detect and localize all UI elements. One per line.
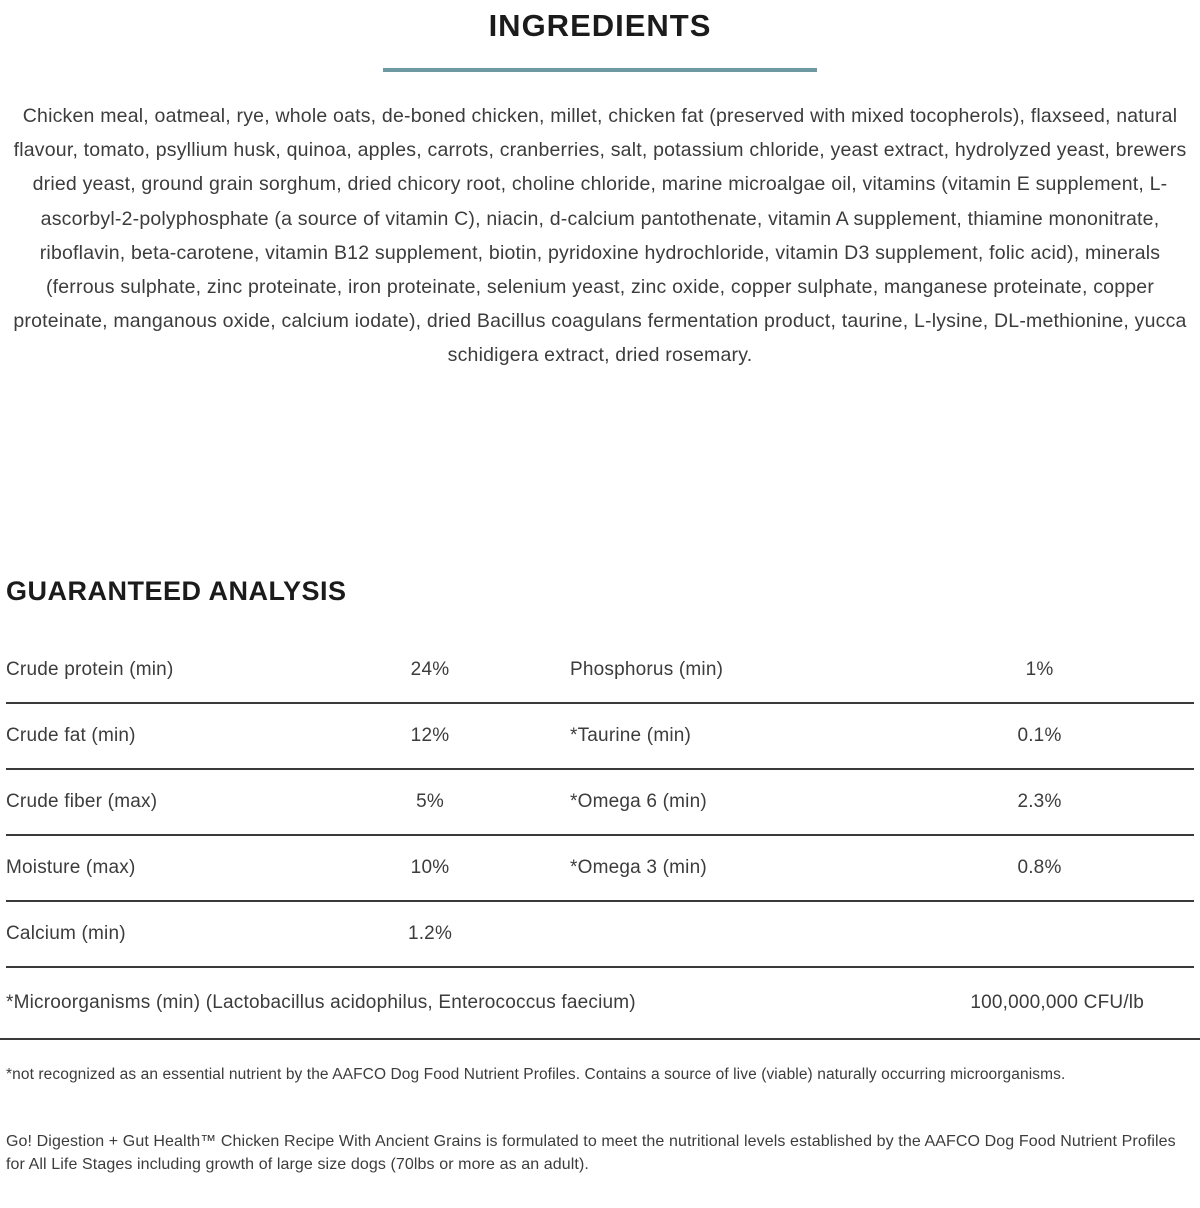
nutrient-label: Calcium (min) (6, 922, 126, 944)
ingredients-section (0, 8, 1200, 373)
guaranteed-analysis-title: GUARANTEED ANALYSIS (6, 575, 347, 606)
nutrient-label: *Taurine (min) (570, 724, 692, 746)
table-row (6, 836, 1194, 902)
microorganisms-row (0, 968, 1200, 1040)
nutrient-label: Crude fat (min) (6, 724, 136, 746)
formulation-statement: Go! Digestion + Gut Health™ Chicken Recipe With Ancient Grains is formulated to meet the nutritional levels established by the AAFCO Dog Food Nutrient Profiles for All Life Stages including growth of large size dogs (70lbs or more as an adult). (6, 1132, 1176, 1174)
table-row (6, 638, 1194, 704)
accent-divider (383, 68, 817, 72)
microorganisms-label: *Microorganisms (min) (Lactobacillus acidophilus, Enterococcus faecium) (6, 991, 636, 1013)
nutrient-value: 5% (416, 790, 444, 812)
nutrient-value: 1% (1025, 658, 1054, 680)
guaranteed-analysis-section (0, 576, 1200, 1177)
nutrient-value: 2.3% (1017, 790, 1062, 812)
nutrient-label: *Omega 6 (min) (570, 790, 707, 812)
nutrient-label: Moisture (max) (6, 856, 136, 878)
table-row (6, 704, 1194, 770)
ingredients-text: Chicken meal, oatmeal, rye, whole oats, de-boned chicken, millet, chicken fat (preserved with mixed tocopherols), flaxseed, natural flavour, tomato, psyllium husk, quinoa, apples, carrots, cranberries, salt, potassium chloride, yeast extract, hydrolyzed yeast, brewers dried yeast, ground grain sorghum, dried chicory root, choline chloride, marine microalgae oil, vitamins (vitamin E supplement, L-ascorbyl-2-polyphosphate (a source of vitamin C), niacin, d-calcium pantothenate, vitamin A supplement, thiamine mononitrate, riboflavin, beta-carotene, vitamin B12 supplement, biotin, pyridoxine hydrochloride, vitamin D3 supplement, folic acid), minerals (ferrous sulphate, zinc proteinate, iron proteinate, selenium yeast, zinc oxide, copper sulphate, manganese proteinate, copper proteinate, manganous oxide, calcium iodate), dried Bacillus coagulans fermentation product, taurine, L-lysine, DL-methionine, yucca schidigera extract, dried rosemary. (13, 105, 1187, 367)
table-row (6, 770, 1194, 836)
nutrient-label: Phosphorus (min) (570, 658, 724, 680)
nutrient-value: 0.1% (1017, 724, 1062, 746)
nutrient-value: 0.8% (1017, 856, 1062, 878)
nutrient-label: Crude fiber (max) (6, 790, 158, 812)
nutrient-value: 24% (410, 658, 450, 680)
table-row (6, 902, 1194, 968)
nutrient-value: 10% (410, 856, 450, 878)
nutrient-value: 1.2% (407, 922, 453, 944)
guaranteed-analysis-table (0, 638, 1200, 968)
ingredients-title: INGREDIENTS (488, 8, 712, 43)
nutrient-label: *Omega 3 (min) (570, 856, 707, 878)
nutrient-label: Crude protein (min) (6, 658, 174, 680)
nutrient-value: 12% (410, 724, 450, 746)
microorganisms-value: 100,000,000 CFU/lb (970, 991, 1144, 1013)
aafco-footnote: *not recognized as an essential nutrient by the AAFCO Dog Food Nutrient Profiles. Contains a source of live (viable) naturally occurring microorganisms. (6, 1065, 1066, 1083)
